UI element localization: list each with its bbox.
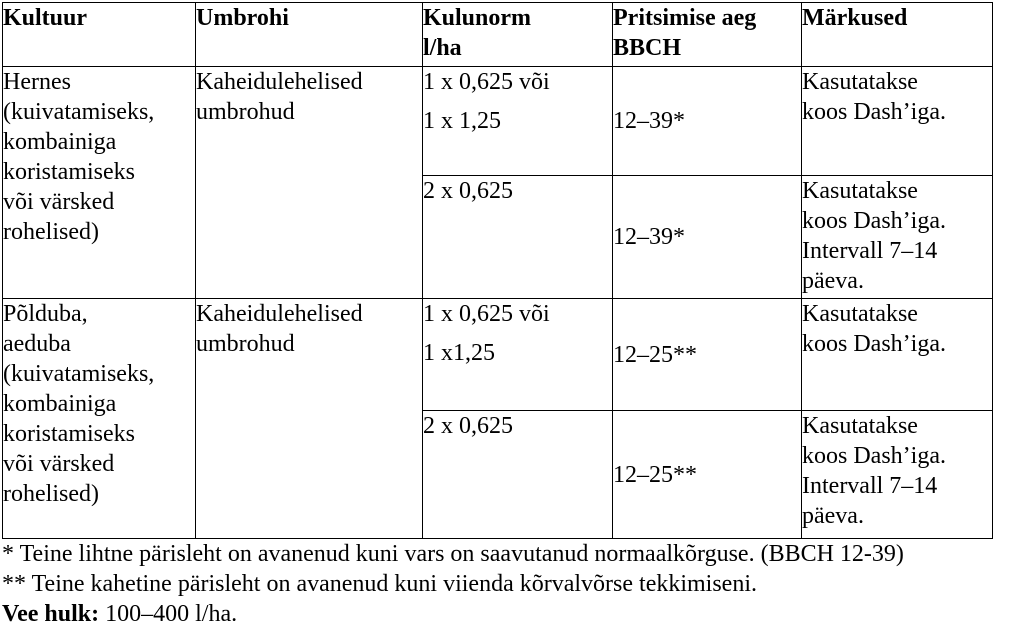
rate-cell: 1 x 0,625 või 1 x1,25 xyxy=(423,299,613,411)
header-notes: Märkused xyxy=(802,3,993,67)
rate-cell: 2 x 0,625 xyxy=(423,176,613,299)
bbch-cell: 12–39* xyxy=(613,176,802,299)
bbch-cell: 12–25** xyxy=(613,299,802,411)
header-culture: Kultuur xyxy=(3,3,196,67)
water-amount xyxy=(2,600,237,629)
notes-cell: Kasutatakse koos Dash’iga. Intervall 7–14 päeva. xyxy=(802,176,993,299)
notes-cell: Kasutatakse koos Dash’iga. Intervall 7–14 päeva. xyxy=(802,411,993,539)
footnote-single-asterisk: * Teine lihtne pärisleht on avanenud kuni vars on saavutanud normaalkõrguse. (BBCH 12-39) xyxy=(2,541,904,567)
header-timing: Pritsimise aeg BBCH xyxy=(613,3,802,67)
notes-cell: Kasutatakse koos Dash’iga. xyxy=(802,299,993,411)
footnote-double-asterisk: ** Teine kahetine pärisleht on avanenud kuni viienda kõrvalvõrse tekkimiseni. xyxy=(2,571,758,597)
table-row xyxy=(3,299,993,411)
header-rate: Kulunorm l/ha xyxy=(423,3,613,67)
bbch-cell: 12–25** xyxy=(613,411,802,539)
culture-cell: Põlduba, aeduba (kuivatamiseks, kombainiga koristamiseks või värsked rohelised) xyxy=(3,299,196,539)
weed-cell: Kaheidulehelised umbrohud xyxy=(196,67,423,299)
header-weed: Umbrohi xyxy=(196,3,423,67)
water-amount-value: 100–400 l/ha. xyxy=(99,601,238,627)
bbch-cell: 12–39* xyxy=(613,67,802,176)
header-row xyxy=(3,3,993,67)
rate-cell: 1 x 0,625 või 1 x 1,25 xyxy=(423,67,613,176)
water-amount-label: Vee hulk: xyxy=(2,601,100,627)
table-row xyxy=(3,67,993,176)
rate-cell: 2 x 0,625 xyxy=(423,411,613,539)
weed-cell: Kaheidulehelised umbrohud xyxy=(196,299,423,539)
culture-cell: Hernes (kuivatamiseks, kombainiga koristamiseks või värsked rohelised) xyxy=(3,67,196,299)
herbicide-table xyxy=(2,2,993,539)
notes-cell: Kasutatakse koos Dash’iga. xyxy=(802,67,993,176)
